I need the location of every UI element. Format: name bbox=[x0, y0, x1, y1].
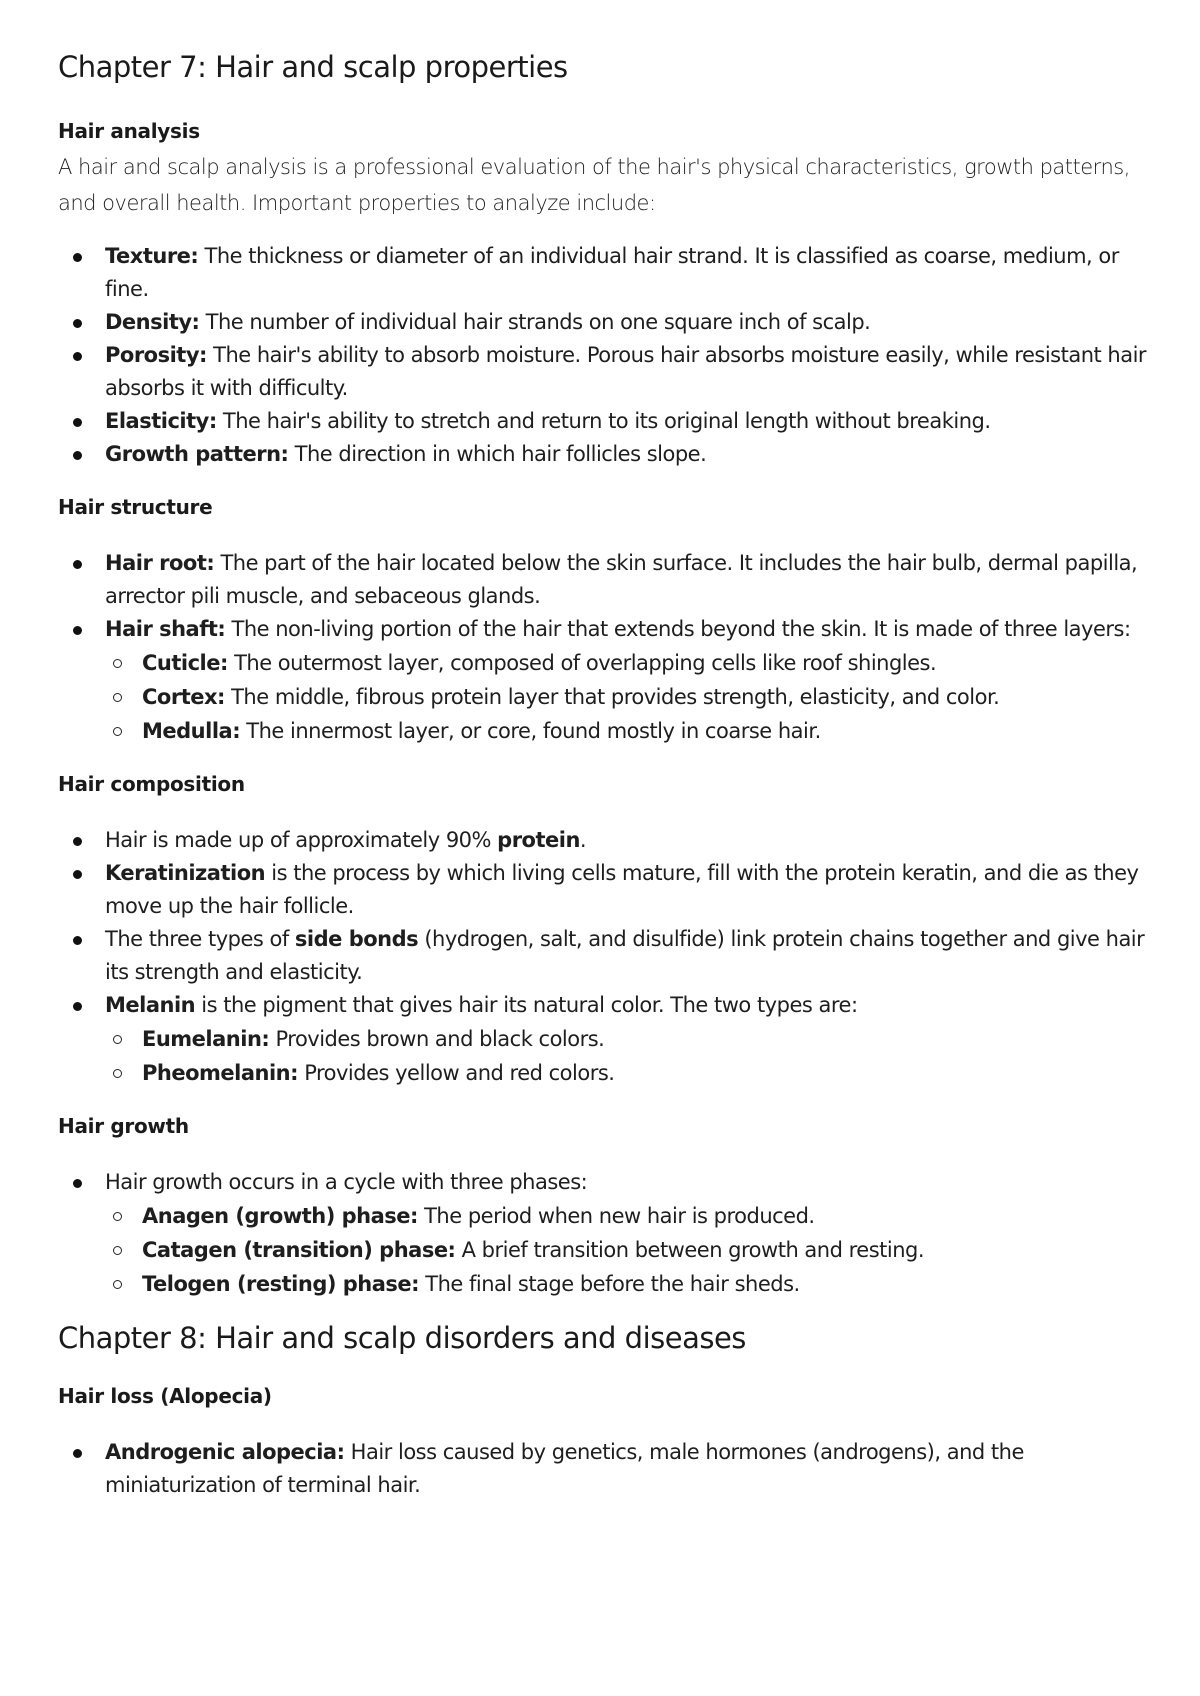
list-item: Eumelanin: Provides brown and black colors. bbox=[105, 1022, 1148, 1056]
chapter-8-title: Chapter 8: Hair and scalp disorders and diseases bbox=[58, 1320, 746, 1355]
list-item: Melanin is the pigment that gives hair its natural color. The two types are: Eumelanin: Provides brown and black colors. Pheomelanin: Provides yellow and red colors. bbox=[58, 989, 1148, 1090]
list-item: Keratinization is the process by which living cells mature, fill with the protein keratin, and die as they move up the hair follicle. bbox=[58, 857, 1148, 923]
bullet-icon bbox=[73, 1449, 82, 1458]
hollow-bullet-icon bbox=[113, 1246, 122, 1255]
hollow-bullet-icon bbox=[113, 1280, 122, 1289]
bullet-icon bbox=[73, 253, 82, 262]
hair-structure-list bbox=[58, 547, 1148, 748]
bullet-icon bbox=[73, 1179, 82, 1188]
list-item: Hair is made up of approximately 90% protein. bbox=[58, 824, 1148, 857]
hollow-bullet-icon bbox=[113, 1035, 122, 1044]
hair-growth-list bbox=[58, 1166, 1148, 1301]
list-item: Catagen (transition) phase: A brief transition between growth and resting. bbox=[105, 1233, 1148, 1267]
hair-loss-list bbox=[58, 1436, 1148, 1502]
list-item: Elasticity: The hair's ability to stretch and return to its original length without breaking. bbox=[58, 405, 1148, 438]
list-item: Texture: The thickness or diameter of an individual hair strand. It is classified as coarse, medium, or fine. bbox=[58, 240, 1148, 306]
section-heading-hair-growth: Hair growth bbox=[58, 1113, 189, 1138]
hollow-bullet-icon bbox=[113, 693, 122, 702]
chapter-7-title: Chapter 7: Hair and scalp properties bbox=[58, 50, 568, 84]
melanin-types-list bbox=[105, 1022, 1148, 1090]
hollow-bullet-icon bbox=[113, 1069, 122, 1078]
section-heading-hair-structure: Hair structure bbox=[58, 494, 213, 519]
list-item: Hair growth occurs in a cycle with three phases: Anagen (growth) phase: The period when new hair is produced. Catagen (transition) phase: A brief transition between growth and resting. Telogen (resting) phase: The final stage before the hair sheds. bbox=[58, 1166, 1148, 1301]
hollow-bullet-icon bbox=[113, 659, 122, 668]
list-item: Hair shaft: The non-living portion of the hair that extends beyond the skin. It is made of three layers: Cuticle: The outermost layer, composed of overlapping cells like roof shingles. Cortex: The middle, fibrous protein layer that provides strength, elasticity, and color. Medulla: The innermost layer, or core, found mostly in coarse hair. bbox=[58, 613, 1148, 748]
list-item: Growth pattern: The direction in which hair follicles slope. bbox=[58, 438, 1148, 471]
section-heading-hair-composition: Hair composition bbox=[58, 771, 245, 796]
growth-phases-list bbox=[105, 1199, 1148, 1301]
hair-analysis-intro: A hair and scalp analysis is a professional evaluation of the hair's physical characteristics, growth patterns, and overall health. Important properties to analyze include: bbox=[58, 154, 1130, 215]
list-item: The three types of side bonds (hydrogen, salt, and disulfide) link protein chains together and give hair its strength and elasticity. bbox=[58, 923, 1148, 989]
bullet-icon bbox=[73, 418, 82, 427]
document-page bbox=[58, 50, 1148, 1502]
list-item: Cortex: The middle, fibrous protein layer that provides strength, elasticity, and color. bbox=[105, 680, 1148, 714]
bullet-icon bbox=[73, 837, 82, 846]
hollow-bullet-icon bbox=[113, 727, 122, 736]
section-heading-hair-analysis: Hair analysis bbox=[58, 118, 200, 143]
bullet-icon bbox=[73, 560, 82, 569]
list-item: Cuticle: The outermost layer, composed of overlapping cells like roof shingles. bbox=[105, 646, 1148, 680]
list-item: Porosity: The hair's ability to absorb moisture. Porous hair absorbs moisture easily, while resistant hair absorbs it with difficulty. bbox=[58, 339, 1148, 405]
hollow-bullet-icon bbox=[113, 1212, 122, 1221]
list-item: Telogen (resting) phase: The final stage before the hair sheds. bbox=[105, 1267, 1148, 1301]
bullet-icon bbox=[73, 1002, 82, 1011]
list-item: Anagen (growth) phase: The period when new hair is produced. bbox=[105, 1199, 1148, 1233]
bullet-icon bbox=[73, 626, 82, 635]
list-item: Density: The number of individual hair strands on one square inch of scalp. bbox=[58, 306, 1148, 339]
list-item: Medulla: The innermost layer, or core, found mostly in coarse hair. bbox=[105, 714, 1148, 748]
bullet-icon bbox=[73, 870, 82, 879]
list-item: Pheomelanin: Provides yellow and red colors. bbox=[105, 1056, 1148, 1090]
hair-composition-list bbox=[58, 824, 1148, 1090]
bullet-icon bbox=[73, 936, 82, 945]
list-item: Androgenic alopecia: Hair loss caused by genetics, male hormones (androgens), and the miniaturization of terminal hair. bbox=[58, 1436, 1148, 1502]
list-item: Hair root: The part of the hair located below the skin surface. It includes the hair bulb, dermal papilla, arrector pili muscle, and sebaceous glands. bbox=[58, 547, 1148, 613]
hair-shaft-layers-list bbox=[105, 646, 1148, 748]
section-heading-hair-loss: Hair loss (Alopecia) bbox=[58, 1383, 272, 1408]
bullet-icon bbox=[73, 319, 82, 328]
bullet-icon bbox=[73, 451, 82, 460]
hair-analysis-list bbox=[58, 240, 1148, 471]
bullet-icon bbox=[73, 352, 82, 361]
